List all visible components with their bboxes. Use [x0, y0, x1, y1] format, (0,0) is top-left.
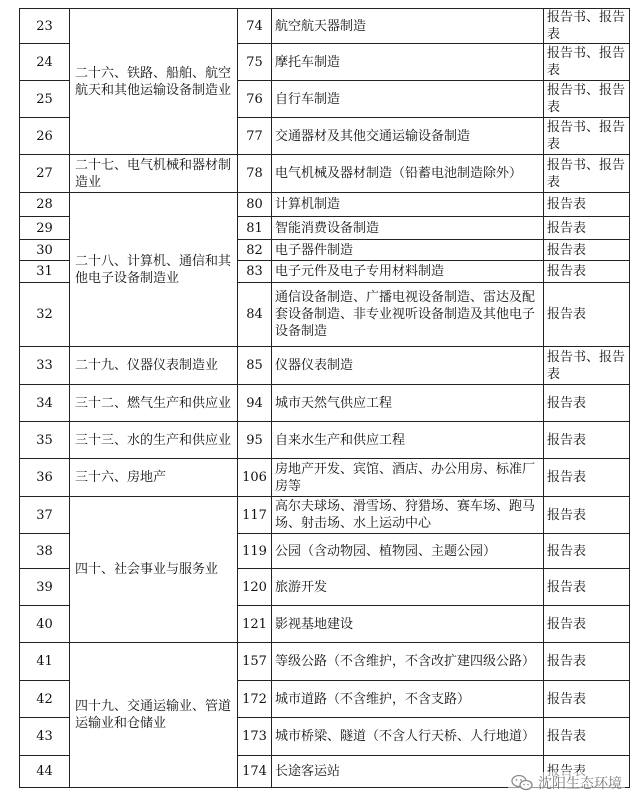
- item-name: 仪器仪表制造: [272, 347, 544, 385]
- report-type: 报告表: [544, 240, 630, 261]
- item-name: 电子元件及电子专用材料制造: [272, 261, 544, 283]
- report-type: 报告表: [544, 606, 630, 643]
- report-type: 报告表: [544, 217, 630, 240]
- row-number: 31: [20, 261, 70, 283]
- watermark: [508, 772, 625, 794]
- item-code: 119: [238, 534, 272, 569]
- table-row: [20, 155, 630, 193]
- category-cell: 二十七、电气机械和器材制造业: [70, 155, 238, 193]
- row-number: 33: [20, 347, 70, 385]
- table-row: [20, 193, 630, 217]
- row-number: 34: [20, 385, 70, 422]
- row-number: 39: [20, 569, 70, 606]
- report-type: 报告书、报告表: [544, 155, 630, 193]
- row-number: 36: [20, 459, 70, 497]
- row-number: 26: [20, 118, 70, 155]
- table-row: [20, 497, 630, 534]
- report-type: 报告书、报告表: [544, 9, 630, 44]
- item-name: 高尔夫球场、滑雪场、狩猎场、赛车场、跑马场、射击场、水上运动中心: [272, 497, 544, 534]
- row-number: 28: [20, 193, 70, 217]
- item-name: 计算机制造: [272, 193, 544, 217]
- row-number: 38: [20, 534, 70, 569]
- category-cell: 二十九、仪器仪表制造业: [70, 347, 238, 385]
- item-code: 82: [238, 240, 272, 261]
- item-code: 81: [238, 217, 272, 240]
- report-type: 报告表: [544, 718, 630, 756]
- row-number: 35: [20, 422, 70, 459]
- report-type: 报告表: [544, 261, 630, 283]
- table-row: [20, 385, 630, 422]
- report-type: 报告书、报告表: [544, 118, 630, 155]
- report-type: 报告表: [544, 385, 630, 422]
- row-number: 25: [20, 81, 70, 118]
- item-code: 77: [238, 118, 272, 155]
- item-name: 影视基地建设: [272, 606, 544, 643]
- item-code: 74: [238, 9, 272, 44]
- item-code: 83: [238, 261, 272, 283]
- item-code: 173: [238, 718, 272, 756]
- item-name: 自来水生产和供应工程: [272, 422, 544, 459]
- row-number: 29: [20, 217, 70, 240]
- item-name: 等级公路（不含维护，不含改扩建四级公路）: [272, 643, 544, 681]
- row-number: 37: [20, 497, 70, 534]
- report-type: 报告表: [544, 569, 630, 606]
- report-type: 报告表: [544, 643, 630, 681]
- item-name: 城市桥梁、隧道（不含人行天桥、人行地道）: [272, 718, 544, 756]
- item-name: 电子器件制造: [272, 240, 544, 261]
- report-type: 报告表: [544, 534, 630, 569]
- item-name: 电气机械及器材制造（铅蓄电池制造除外）: [272, 155, 544, 193]
- item-code: 95: [238, 422, 272, 459]
- category-cell: 四十、社会事业与服务业: [70, 497, 238, 643]
- report-type: 报告表: [544, 422, 630, 459]
- item-code: 117: [238, 497, 272, 534]
- item-code: 172: [238, 681, 272, 718]
- table-row: [20, 459, 630, 497]
- item-name: 长途客运站: [272, 756, 544, 788]
- report-type: 报告表: [544, 497, 630, 534]
- table-row: [20, 643, 630, 681]
- item-name: 航空航天器制造: [272, 9, 544, 44]
- table-row: [20, 347, 630, 385]
- item-name: 房地产开发、宾馆、酒店、办公用房、标准厂房等: [272, 459, 544, 497]
- item-code: 174: [238, 756, 272, 788]
- item-code: 80: [238, 193, 272, 217]
- category-cell: 三十三、水的生产和供应业: [70, 422, 238, 459]
- row-number: 41: [20, 643, 70, 681]
- item-code: 120: [238, 569, 272, 606]
- item-code: 84: [238, 283, 272, 347]
- report-type: 报告书、报告表: [544, 347, 630, 385]
- item-name: 自行车制造: [272, 81, 544, 118]
- category-cell: 四十九、交通运输业、管道运输业和仓储业: [70, 643, 238, 788]
- item-code: 85: [238, 347, 272, 385]
- item-code: 157: [238, 643, 272, 681]
- category-cell: 二十八、计算机、通信和其他电子设备制造业: [70, 193, 238, 347]
- watermark-text: 沈阳生态环境: [538, 776, 622, 792]
- report-type: 报告表: [544, 283, 630, 347]
- category-cell: 二十六、铁路、船舶、航空航天和其他运输设备制造业: [70, 9, 238, 155]
- wechat-icon: [511, 774, 533, 792]
- category-cell: 三十六、房地产: [70, 459, 238, 497]
- item-code: 106: [238, 459, 272, 497]
- item-name: 旅游开发: [272, 569, 544, 606]
- item-name: 交通器材及其他交通运输设备制造: [272, 118, 544, 155]
- row-number: 42: [20, 681, 70, 718]
- row-number: 23: [20, 9, 70, 44]
- row-number: 27: [20, 155, 70, 193]
- table-row: [20, 422, 630, 459]
- item-name: 通信设备制造、广播电视设备制造、雷达及配套设备制造、非专业视听设备制造及其他电子设备制造: [272, 283, 544, 347]
- report-type: 报告表: [544, 193, 630, 217]
- item-code: 94: [238, 385, 272, 422]
- item-code: 75: [238, 44, 272, 81]
- row-number: 40: [20, 606, 70, 643]
- report-type: 报告表: [544, 681, 630, 718]
- row-number: 30: [20, 240, 70, 261]
- row-number: 43: [20, 718, 70, 756]
- eia-catalog-table: [19, 8, 630, 788]
- category-cell: 三十二、燃气生产和供应业: [70, 385, 238, 422]
- row-number: 24: [20, 44, 70, 81]
- report-type: 报告书、报告表: [544, 44, 630, 81]
- row-number: 32: [20, 283, 70, 347]
- item-name: 智能消费设备制造: [272, 217, 544, 240]
- item-code: 121: [238, 606, 272, 643]
- item-code: 76: [238, 81, 272, 118]
- report-type: 报告表: [544, 459, 630, 497]
- row-number: 44: [20, 756, 70, 788]
- item-name: 城市天然气供应工程: [272, 385, 544, 422]
- item-name: 城市道路（不含维护，不含支路）: [272, 681, 544, 718]
- item-code: 78: [238, 155, 272, 193]
- item-name: 公园（含动物园、植物园、主题公园）: [272, 534, 544, 569]
- table-row: [20, 9, 630, 44]
- item-name: 摩托车制造: [272, 44, 544, 81]
- report-type: 报告书、报告表: [544, 81, 630, 118]
